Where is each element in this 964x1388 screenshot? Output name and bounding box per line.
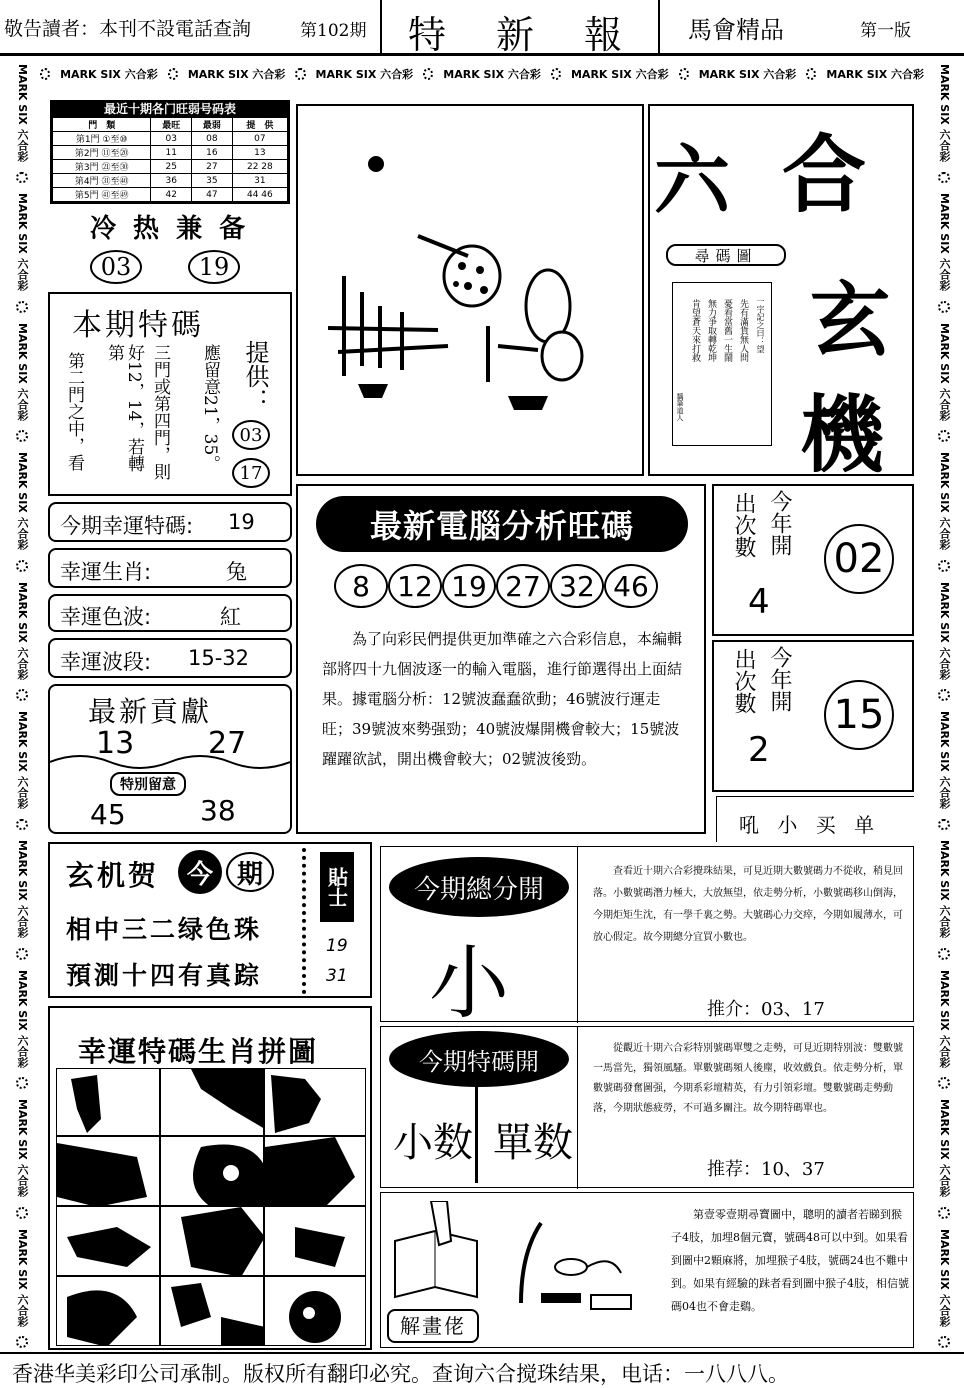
explain-box xyxy=(380,1192,914,1348)
lucky-number-label: 今期幸運特碼: xyxy=(60,514,194,538)
puzzle-piece xyxy=(160,1068,264,1136)
year-count-box xyxy=(712,484,914,636)
lucky-zodiac-box xyxy=(48,548,292,588)
border-flower-icon xyxy=(679,68,689,80)
lucky-zodiac-label: 幸運生肖: xyxy=(60,560,152,584)
border-flower-icon xyxy=(295,68,305,80)
border-flower-icon xyxy=(938,1077,950,1089)
big-char: 六 xyxy=(654,136,730,225)
search-code-label: 尋碼圖 xyxy=(666,244,786,266)
contribution-title: 最新貢獻 xyxy=(88,695,213,728)
count-label: 出次數 xyxy=(731,648,756,714)
table-header: 最弱 xyxy=(192,118,233,132)
special-col: 第二門之中，看 xyxy=(64,352,84,471)
puzzle-piece xyxy=(264,1136,366,1206)
hot-cold-table-box xyxy=(50,100,290,204)
tips-number: 31 xyxy=(326,966,348,986)
table-row: 第2門 ⑪至⑳ 11 16 13 xyxy=(53,146,288,160)
hot-number: 46 xyxy=(604,564,658,608)
special-open-text: 從觀近十期六合彩特別號碼單雙之走勢，可見近期特別波：雙數號一馬當先，獨領風騷。單數號碼頻人後塵，收效戲負。依走勢分析，單數號碼發奮圖强，今期系彩壇精英，有力引領彩壇。雙數號碼走勢動落，今期狀態疲勞，不可過多關注。故今期特碼單也。 xyxy=(593,1043,903,1114)
dotted-divider xyxy=(302,848,306,994)
book-pointing-icon xyxy=(391,1201,481,1301)
right-border-strip: MARK SIX 六合彩 MARK SIX 六合彩 MARK SIX 六合彩 MARK SIX 六合彩 MARK SIX 六合彩 MARK SIX 六合彩 MARK SIX 六合彩 MARK SIX 六合彩 MARK SIX 六合彩 MARK SIX 六合彩 xyxy=(934,64,954,1348)
tips-label: 貼士 xyxy=(320,852,354,922)
xuanji-he-box xyxy=(48,842,372,998)
page-header xyxy=(0,0,964,56)
border-flower-icon xyxy=(40,68,50,80)
special-box xyxy=(48,292,292,496)
xuanji-he-title: 玄机贺 xyxy=(66,859,160,892)
border-flower-icon xyxy=(16,560,28,572)
border-flower-icon xyxy=(16,689,28,701)
special-open-box xyxy=(380,1026,914,1188)
paper-subtitle: 馬會精品 xyxy=(688,16,784,44)
scroll-sign: 黐筆道人 xyxy=(676,393,684,421)
contribution-box xyxy=(48,684,292,834)
special-col: 好12，14，若轉第 xyxy=(104,344,144,473)
buy-box xyxy=(716,796,914,842)
table-header: 門 類 xyxy=(53,118,151,132)
table-title: 最近十期各门旺弱号码表 xyxy=(52,102,288,117)
special-col: 應留意21，35。 xyxy=(200,344,220,473)
computer-numbers xyxy=(334,564,658,608)
xuanji-he-badge: 期 xyxy=(226,852,274,892)
hot-cold-table xyxy=(52,117,288,202)
border-flower-icon xyxy=(16,1336,28,1348)
border-flower-icon xyxy=(16,819,28,831)
border-flower-icon xyxy=(16,1077,28,1089)
scroll-col: 無力爭取轉乾坤 xyxy=(706,299,716,362)
edition-label: 第一版 xyxy=(860,21,911,41)
year-count-box xyxy=(712,640,914,792)
puzzle-grid xyxy=(56,1068,366,1348)
big-char: 機 xyxy=(800,385,885,484)
table-row: 第5門 ㊶至㊾ 42 47 44 46 xyxy=(53,188,288,202)
cartoon-picture xyxy=(296,104,644,476)
total-box xyxy=(380,846,914,1030)
xuanji-he-badge: 今 xyxy=(178,850,222,894)
lucky-range-value: 15-32 xyxy=(188,646,250,670)
scroll xyxy=(672,282,772,446)
border-flower-icon xyxy=(938,301,950,313)
cold-hot-number: 19 xyxy=(188,250,240,284)
hot-number: 8 xyxy=(334,564,388,608)
hot-number: 32 xyxy=(550,564,604,608)
contribution-number: 45 xyxy=(90,798,126,831)
lucky-range-box xyxy=(48,638,292,678)
special-open-word: 小数 xyxy=(393,1120,473,1166)
special-open-word: 單数 xyxy=(493,1120,573,1166)
special-col: 三門或第四門，則 xyxy=(150,344,170,480)
contribution-number: 27 xyxy=(208,726,247,761)
issue-number: 第102期 xyxy=(300,21,367,41)
puzzle-piece xyxy=(160,1206,264,1276)
computer-text: 為了向彩民們提供更加準確之六合彩信息，本編輯部將四十九個波逐一的輸入電腦，進行節選得出上面結果。據電腦分析：12號波蠢蠢欲動；46號波行運走旺；39號波來勢强勁；40號波爆開機會較大；15號波躍躍欲試，開出機會較大；02號波後勁。 xyxy=(322,630,683,768)
scroll-col: 先有滿貨無人問 xyxy=(738,299,748,362)
left-border-strip: MARK SIX 六合彩 MARK SIX 六合彩 MARK SIX 六合彩 MARK SIX 六合彩 MARK SIX 六合彩 MARK SIX 六合彩 MARK SIX 六合彩 MARK SIX 六合彩 MARK SIX 六合彩 MARK SIX 六合彩 xyxy=(12,64,32,1348)
puzzle-piece xyxy=(160,1276,264,1346)
table-row: 第3門 ㉑至㉚ 25 27 22 28 xyxy=(53,160,288,174)
count-value: 2 xyxy=(748,730,770,770)
reader-notice: 敬告讀者：本刊不設電話查詢 xyxy=(4,18,252,40)
border-flower-icon xyxy=(938,172,950,184)
puzzle-piece xyxy=(56,1206,160,1276)
provide-label: 提供： xyxy=(241,340,269,412)
table-row: 第1門 ①至⑩ 03 08 07 xyxy=(53,132,288,146)
scroll-head: 一字記之曰：望 xyxy=(756,297,765,353)
total-text: 查看近十期六合彩攪珠結果，可見近期大數號碼力不從收，稍見回落。小數號碼潛力極大，大放無望，依走勢分析，小數號碼移山倒海，今期炬矩生沈，有一學千裏之勢。大號碼心力交瘁，今期如履薄水，可放心假定。故今期總分宜買小數也。 xyxy=(593,866,903,943)
border-flower-icon xyxy=(938,560,950,572)
scroll-col: 憂看當舊一生鬧 xyxy=(722,299,732,362)
tips-number: 19 xyxy=(326,936,348,956)
explain-text: 第壹零壹期尋寶圖中，聰明的讀者若睇到猴子4肢，加埋8個元寶，號碼48可以中到。如果看到圖中2顆麻將，加埋猴子4肢，號碼24也不難中到。如果有經驗的跊者看到圖中猴子4肢，相信號碼04也不會走鷄。 xyxy=(671,1208,909,1313)
special-number: 03 xyxy=(232,420,270,450)
lucky-color-box xyxy=(48,594,292,632)
table-header: 最旺 xyxy=(151,118,192,132)
count-value: 4 xyxy=(748,582,770,622)
contribution-number: 13 xyxy=(96,726,135,761)
border-flower-icon xyxy=(551,68,561,80)
border-flower-icon xyxy=(806,68,816,80)
puzzle-title: 幸運特碼生肖拼圖 xyxy=(78,1035,319,1068)
table-header: 提 供 xyxy=(232,118,287,132)
paper-title: 特 新 報 xyxy=(408,13,629,57)
puzzle-piece xyxy=(264,1206,366,1276)
border-flower-icon xyxy=(938,430,950,442)
big-char: 玄 xyxy=(810,273,890,367)
border-flower-icon xyxy=(938,1336,950,1348)
puzzle-piece xyxy=(264,1068,366,1136)
computer-title: 最新電腦分析旺碼 xyxy=(316,496,688,552)
border-flower-icon xyxy=(168,68,178,80)
hot-number: 19 xyxy=(442,564,496,608)
monkey-tree-icon xyxy=(501,1213,661,1313)
xuanji-he-line: 預測十四有真踪 xyxy=(66,961,263,990)
hot-number: 12 xyxy=(388,564,442,608)
border-flower-icon xyxy=(938,689,950,701)
year-label: 今年開 xyxy=(767,646,792,712)
lucky-number-box xyxy=(48,502,292,542)
border-flower-icon xyxy=(16,948,28,960)
year-number: 02 xyxy=(824,524,894,594)
cold-hot-number: 03 xyxy=(90,250,142,284)
border-flower-icon xyxy=(16,1207,28,1219)
total-big: 小 xyxy=(429,937,509,1030)
border-flower-icon xyxy=(938,948,950,960)
xuanji-he-line: 相中三二绿色珠 xyxy=(66,915,263,944)
computer-analysis-box xyxy=(296,484,706,834)
total-recommend: 推介：03、17 xyxy=(707,999,825,1020)
puzzle-piece xyxy=(160,1136,264,1206)
top-border-strip: MARK SIX 六合彩 MARK SIX 六合彩 MARK SIX 六合彩 MARK SIX 六合彩 MARK SIX 六合彩 MARK SIX 六合彩 MARK SIX 六合彩 xyxy=(40,62,924,86)
border-flower-icon xyxy=(16,301,28,313)
wave-divider xyxy=(50,748,290,772)
explain-label: 解畫佬 xyxy=(387,1309,479,1343)
count-label: 出次數 xyxy=(731,492,756,558)
border-flower-icon xyxy=(938,1207,950,1219)
puzzle-piece xyxy=(56,1136,160,1206)
ladybug-cartoon xyxy=(298,106,642,474)
special-title: 本期特碼 xyxy=(72,308,204,343)
total-title: 今期總分開 xyxy=(389,857,569,917)
year-number: 15 xyxy=(824,680,894,750)
puzzle-piece xyxy=(56,1068,160,1136)
border-flower-icon xyxy=(938,819,950,831)
special-note-badge: 特別留意 xyxy=(110,772,186,796)
puzzle-piece xyxy=(264,1276,366,1346)
lucky-color-label: 幸運色波: xyxy=(60,605,152,629)
hot-number: 27 xyxy=(496,564,550,608)
table-row: 第4門 ㉛至㊵ 36 35 31 xyxy=(53,174,288,188)
puzzle-piece xyxy=(56,1276,160,1346)
contribution-number: 38 xyxy=(200,794,236,827)
liuhe-xuanji-box xyxy=(648,104,914,484)
footer xyxy=(0,1352,964,1388)
special-open-recommend: 推荐：10、37 xyxy=(707,1159,825,1180)
zodiac-puzzle-box xyxy=(48,1006,372,1350)
border-flower-icon xyxy=(16,172,28,184)
lucky-zodiac-value: 兔 xyxy=(226,560,247,584)
scroll-col: 肯望蒼天來打救 xyxy=(690,299,700,362)
special-open-title: 今期特碼開 xyxy=(389,1031,569,1087)
cold-hot-title: 冷 热 兼 备 xyxy=(90,214,250,244)
lucky-color-value: 紅 xyxy=(220,605,241,629)
lucky-range-label: 幸運波段: xyxy=(60,650,152,674)
lucky-number-value: 19 xyxy=(228,510,255,534)
border-flower-icon xyxy=(16,430,28,442)
border-flower-icon xyxy=(423,68,433,80)
buy-title: 吼 小 买 单 xyxy=(739,813,881,837)
special-number: 17 xyxy=(232,458,270,488)
year-label: 今年開 xyxy=(767,490,792,556)
big-char: 合 xyxy=(782,125,867,224)
footer-text: 香港华美彩印公司承制。版权所有翻印必究。查询六合搅珠结果，电话：一八八八。 xyxy=(12,1362,789,1386)
